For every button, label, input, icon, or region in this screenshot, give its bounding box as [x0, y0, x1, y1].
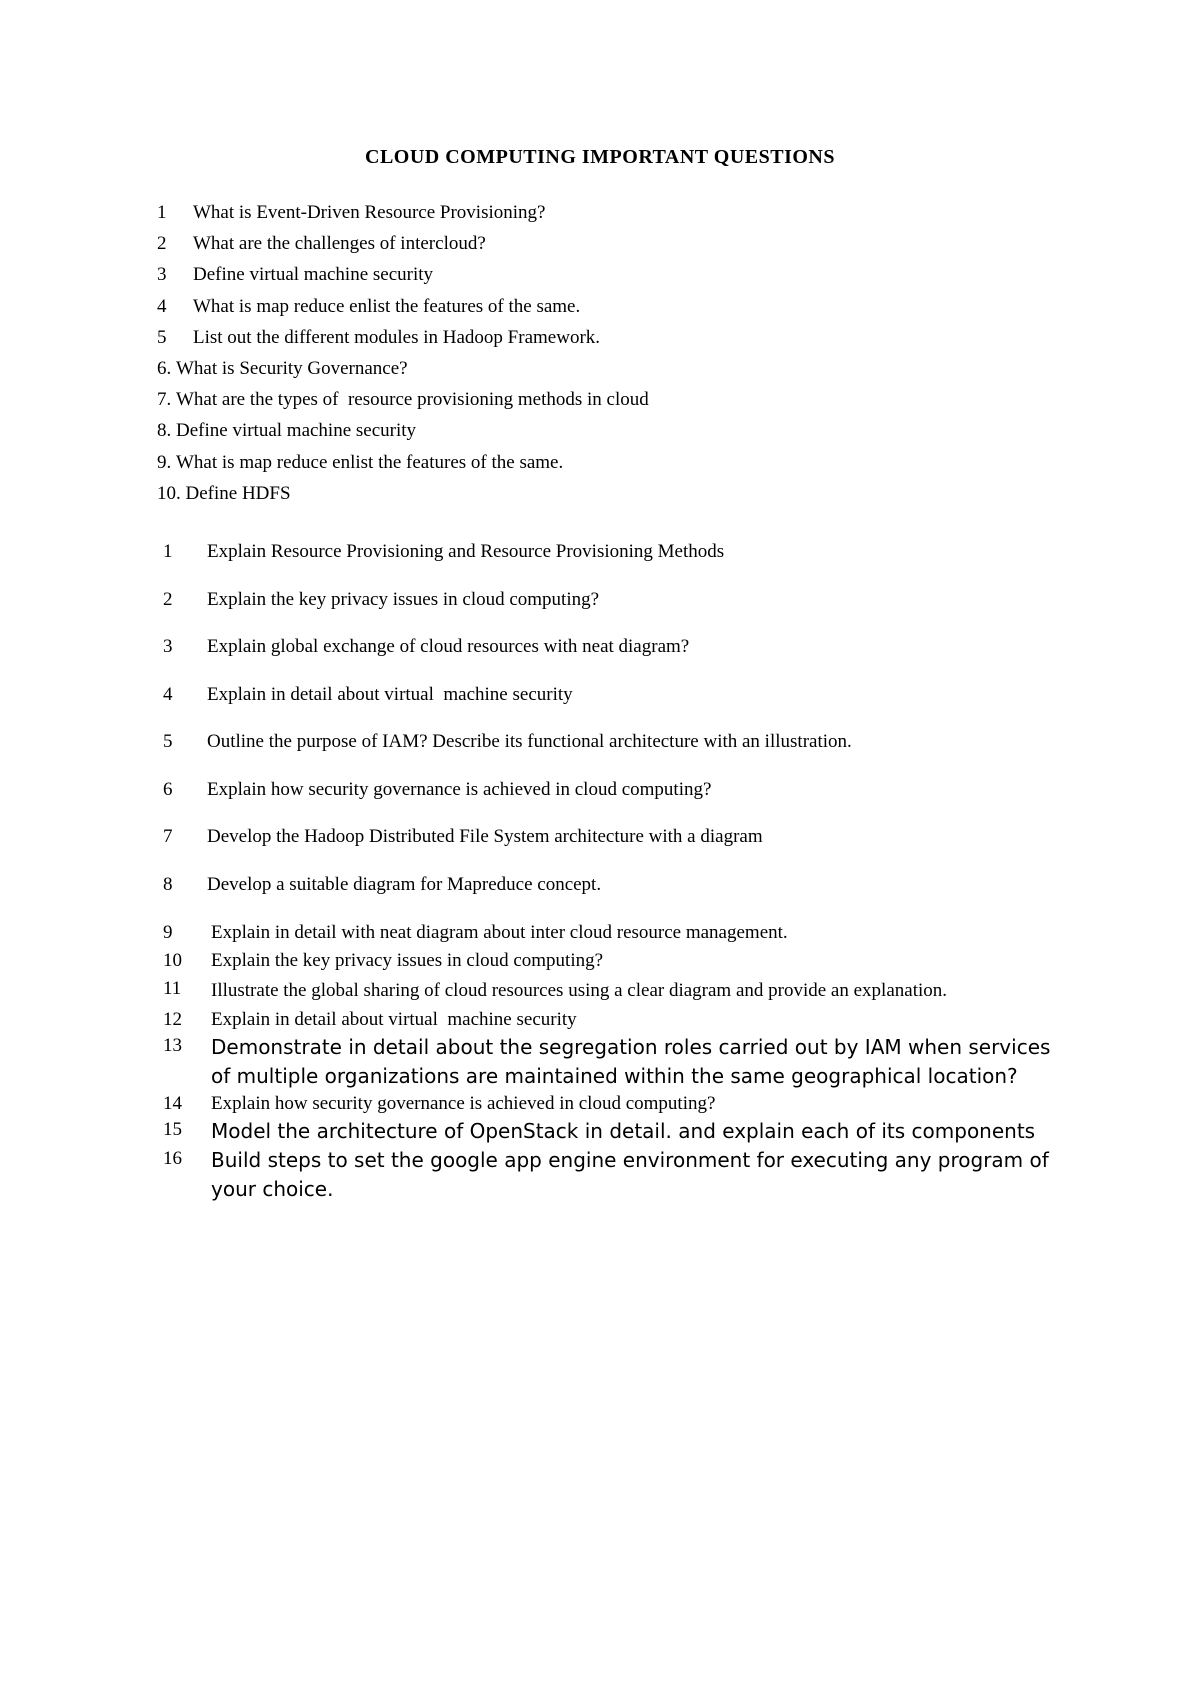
item-text: Explain in detail about virtual machine security [211, 1009, 577, 1030]
list-item [157, 384, 649, 415]
item-text: Explain Resource Provisioning and Resource Provisioning Methods [207, 541, 725, 562]
item-number: 2 [163, 588, 173, 610]
item-number: 1 [157, 202, 167, 223]
item-text: Outline the purpose of IAM? Describe its functional architecture with an illustration. [207, 731, 852, 752]
list-item [157, 291, 649, 322]
item-number: 8. [157, 420, 172, 442]
long-questions-list [163, 537, 852, 917]
list-item [163, 632, 852, 680]
item-text: Build steps to set the google app engine environment for executing any program of your choice. [211, 1148, 1049, 1201]
list-item [163, 920, 1063, 946]
list-item [157, 259, 649, 290]
item-text: List out the different modules in Hadoop Framework. [193, 326, 601, 348]
item-text: Explain global exchange of cloud resources with neat diagram? [207, 636, 690, 657]
short-questions-list [157, 197, 649, 509]
list-item [163, 775, 852, 823]
item-number: 12 [163, 1009, 182, 1030]
item-text: What is map reduce enlist the features of the same. [176, 451, 564, 473]
item-text: Explain in detail with neat diagram about inter cloud resource management. [211, 922, 788, 943]
item-number: 6. [157, 357, 172, 379]
list-item [157, 353, 649, 384]
item-text: What is Security Governance? [176, 357, 408, 379]
list-item [163, 1091, 1063, 1117]
list-item [157, 322, 649, 353]
list-item [163, 585, 852, 633]
item-number: 8 [163, 873, 173, 895]
item-text: Explain how security governance is achieved in cloud computing? [211, 1093, 716, 1114]
item-number: 2 [157, 233, 167, 255]
item-text: Model the architecture of OpenStack in detail. and explain each of its components [211, 1119, 1036, 1143]
item-text: Explain the key privacy issues in cloud computing? [207, 588, 600, 610]
item-number: 3 [163, 636, 173, 657]
list-item [163, 1146, 1063, 1204]
list-item [163, 870, 852, 918]
item-number: 5 [163, 731, 173, 752]
item-text: Explain in detail about virtual machine security [207, 683, 573, 705]
item-number: 4 [157, 295, 167, 317]
item-number: 1 [163, 541, 173, 562]
item-number: 13 [163, 1035, 182, 1056]
item-number: 7 [163, 826, 173, 847]
item-text: What is map reduce enlist the features of the same. [193, 295, 581, 317]
item-text: Illustrate the global sharing of cloud resources using a clear diagram and provide an explanation. [211, 980, 947, 1001]
list-item [157, 228, 649, 259]
item-number: 9. [157, 451, 172, 473]
item-text: Demonstrate in detail about the segregation roles carried out by IAM when services of multiple organizations are maintained within the same geographical location? [211, 1035, 1051, 1088]
item-text: What are the challenges of intercloud? [193, 233, 486, 255]
list-item [163, 948, 1063, 974]
item-number: 16 [163, 1148, 182, 1169]
list-item [163, 822, 852, 870]
item-text: Define HDFS [185, 482, 291, 504]
list-item [163, 680, 852, 728]
item-number: 10. [157, 482, 181, 504]
item-text: What are the types of resource provisioning methods in cloud [176, 389, 649, 411]
item-number: 5 [157, 326, 167, 348]
document-title: CLOUD COMPUTING IMPORTANT QUESTIONS [365, 146, 835, 168]
item-text: Develop the Hadoop Distributed File System architecture with a diagram [207, 826, 763, 847]
item-text: Define virtual machine security [176, 420, 417, 442]
item-number: 6 [163, 778, 173, 800]
item-text: What is Event-Driven Resource Provisioning? [193, 202, 546, 223]
list-item [163, 1033, 1063, 1091]
item-text: Define virtual machine security [193, 264, 434, 286]
item-text: Explain the key privacy issues in cloud computing? [211, 950, 604, 971]
list-item [163, 976, 1063, 1005]
more-questions-list [163, 920, 1063, 1204]
item-number: 11 [163, 978, 182, 999]
list-item [157, 197, 649, 228]
item-text: Develop a suitable diagram for Mapreduce concept. [207, 873, 602, 895]
item-number: 14 [163, 1093, 182, 1114]
list-item [163, 1007, 1063, 1033]
item-number: 9 [163, 922, 173, 943]
item-number: 4 [163, 683, 173, 705]
item-text: Explain how security governance is achieved in cloud computing? [207, 778, 712, 800]
list-item [157, 415, 649, 446]
list-item [157, 478, 649, 509]
list-item [157, 447, 649, 478]
item-number: 15 [163, 1119, 182, 1140]
list-item [163, 1117, 1063, 1146]
list-item [163, 537, 852, 585]
list-item [163, 727, 852, 775]
item-number: 7. [157, 389, 172, 411]
item-number: 3 [157, 264, 167, 286]
item-number: 10 [163, 950, 182, 971]
